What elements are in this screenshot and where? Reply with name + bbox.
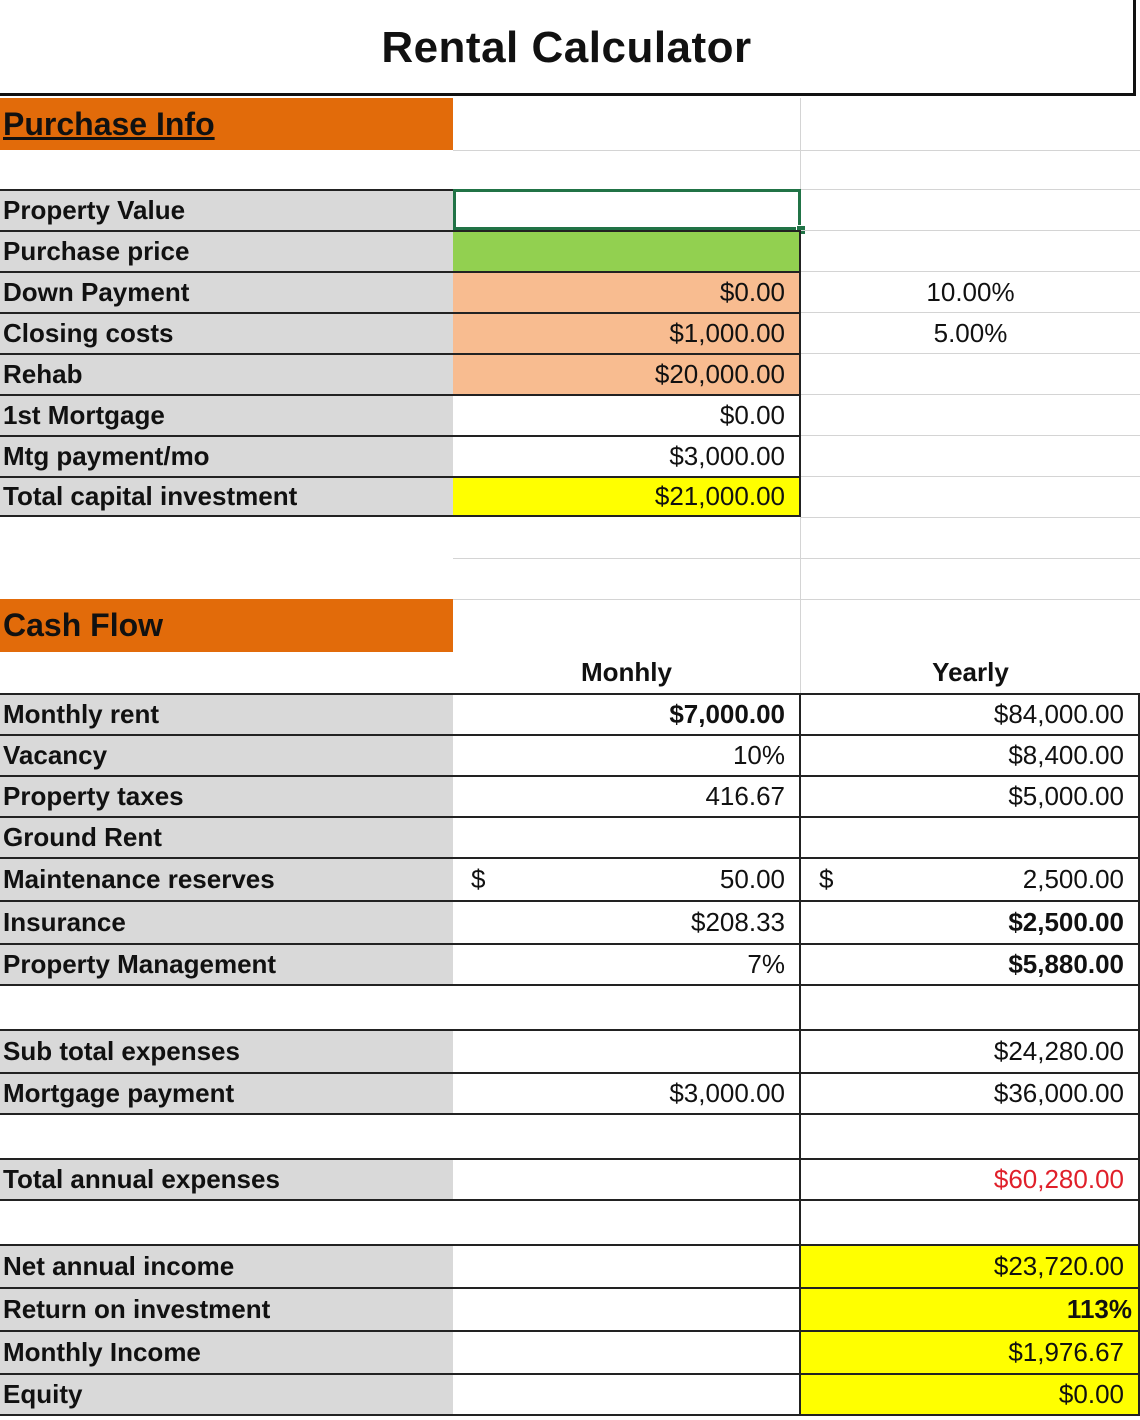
purchase-info-header[interactable]: Purchase Info xyxy=(0,98,453,150)
ground-rent-yearly[interactable] xyxy=(801,816,1140,857)
net-annual-income-monthly[interactable] xyxy=(453,1244,801,1287)
empty-cell[interactable] xyxy=(801,517,1140,558)
return-on-investment-yearly[interactable]: 113% xyxy=(801,1287,1140,1330)
maintenance-reserves-yearly[interactable] xyxy=(801,857,1140,900)
total-annual-expenses-monthly[interactable] xyxy=(453,1158,801,1201)
row-total-capital-investment xyxy=(0,476,1140,517)
label-1st-mortgage[interactable]: 1st Mortgage xyxy=(0,394,453,435)
spacer-row xyxy=(0,1115,1140,1158)
empty-cell[interactable] xyxy=(453,1201,801,1244)
row-purchase-price xyxy=(0,230,1140,271)
label-rehab[interactable]: Rehab xyxy=(0,353,453,394)
monthly-income-monthly[interactable] xyxy=(453,1330,801,1373)
empty-cell[interactable] xyxy=(801,435,1140,476)
label-property-management[interactable]: Property Management xyxy=(0,943,453,986)
row-closing-costs xyxy=(0,312,1140,353)
row-sub-total-expenses xyxy=(0,1029,1140,1072)
row-maintenance-reserves xyxy=(0,857,1140,900)
row-return-on-investment xyxy=(0,1287,1140,1330)
equity-monthly[interactable] xyxy=(453,1373,801,1416)
monthly-income-yearly[interactable]: $1,976.67 xyxy=(801,1330,1140,1373)
spacer-row xyxy=(0,1201,1140,1244)
empty-cell[interactable] xyxy=(801,353,1140,394)
maintenance-reserves-yearly-value: 2,500.00 xyxy=(1022,864,1124,894)
label-down-payment[interactable]: Down Payment xyxy=(0,271,453,312)
label-sub-total-expenses[interactable]: Sub total expenses xyxy=(0,1029,453,1072)
net-annual-income-yearly[interactable]: $23,720.00 xyxy=(801,1244,1140,1287)
column-header-yearly[interactable]: Yearly xyxy=(932,657,1009,687)
label-total-capital-investment[interactable]: Total capital investment xyxy=(0,476,453,517)
label-mtg-payment[interactable]: Mtg payment/mo xyxy=(0,435,453,476)
label-property-value[interactable]: Property Value xyxy=(0,189,453,230)
label-property-taxes[interactable]: Property taxes xyxy=(0,775,453,816)
mtg-payment-value[interactable]: $3,000.00 xyxy=(453,435,801,476)
empty-cell[interactable] xyxy=(801,150,1140,189)
empty-cell[interactable] xyxy=(453,986,801,1029)
down-payment-value[interactable]: $0.00 xyxy=(453,271,801,312)
sub-total-expenses-monthly[interactable] xyxy=(453,1029,801,1072)
cash-flow-header-row xyxy=(0,599,1140,652)
label-closing-costs[interactable]: Closing costs xyxy=(0,312,453,353)
cash-flow-header[interactable]: Cash Flow xyxy=(0,599,453,652)
purchase-price-input[interactable] xyxy=(453,230,801,271)
empty-cell[interactable] xyxy=(801,599,1140,652)
property-taxes-monthly[interactable]: 416.67 xyxy=(453,775,801,816)
empty-cell[interactable] xyxy=(801,230,1140,271)
empty-cell[interactable] xyxy=(453,98,801,150)
property-management-monthly[interactable]: 7% xyxy=(453,943,801,986)
equity-yearly[interactable]: $0.00 xyxy=(801,1373,1140,1416)
row-monthly-rent xyxy=(0,693,1140,734)
row-insurance xyxy=(0,900,1140,943)
label-net-annual-income[interactable]: Net annual income xyxy=(0,1244,453,1287)
total-annual-expenses-yearly[interactable]: $60,280.00 xyxy=(801,1158,1140,1201)
sheet-title[interactable]: Rental Calculator xyxy=(0,0,1136,96)
row-vacancy xyxy=(0,734,1140,775)
row-net-annual-income xyxy=(0,1244,1140,1287)
row-ground-rent xyxy=(0,816,1140,857)
spacer-row xyxy=(0,517,1140,558)
label-mortgage-payment[interactable]: Mortgage payment xyxy=(0,1072,453,1115)
spreadsheet-grid xyxy=(0,98,1140,1416)
monthly-rent-yearly[interactable]: $84,000.00 xyxy=(801,693,1140,734)
spacer-row xyxy=(0,986,1140,1029)
closing-costs-value[interactable]: $1,000.00 xyxy=(453,312,801,353)
empty-cell[interactable] xyxy=(453,599,801,652)
empty-cell[interactable] xyxy=(801,476,1140,517)
rehab-value[interactable]: $20,000.00 xyxy=(453,353,801,394)
insurance-yearly[interactable]: $2,500.00 xyxy=(801,900,1140,943)
row-property-value xyxy=(0,189,1140,230)
vacancy-monthly[interactable]: 10% xyxy=(453,734,801,775)
label-return-on-investment[interactable]: Return on investment xyxy=(0,1287,453,1330)
spacer-row xyxy=(0,150,1140,189)
column-header-monthly[interactable]: Monhly xyxy=(453,652,801,693)
purchase-info-header-row xyxy=(0,98,1140,150)
empty-cell[interactable] xyxy=(453,558,801,599)
label-maintenance-reserves[interactable]: Maintenance reserves xyxy=(0,857,453,900)
row-rehab xyxy=(0,353,1140,394)
currency-symbol: $ xyxy=(471,864,486,894)
row-property-taxes xyxy=(0,775,1140,816)
return-on-investment-monthly[interactable] xyxy=(453,1287,801,1330)
currency-symbol: $ xyxy=(819,864,834,894)
label-vacancy[interactable]: Vacancy xyxy=(0,734,453,775)
ground-rent-monthly[interactable] xyxy=(453,816,801,857)
empty-cell[interactable] xyxy=(801,558,1140,599)
empty-cell[interactable] xyxy=(801,1115,1140,1158)
maintenance-reserves-monthly[interactable] xyxy=(453,857,801,900)
1st-mortgage-value[interactable]: $0.00 xyxy=(453,394,801,435)
empty-cell[interactable] xyxy=(453,150,801,189)
empty-cell[interactable] xyxy=(801,98,1140,150)
mortgage-payment-yearly[interactable]: $36,000.00 xyxy=(801,1072,1140,1115)
down-payment-percent[interactable]: 10.00% xyxy=(801,271,1140,312)
vacancy-yearly[interactable]: $8,400.00 xyxy=(801,734,1140,775)
maintenance-reserves-monthly-value: 50.00 xyxy=(719,864,785,894)
label-monthly-rent[interactable]: Monthly rent xyxy=(0,693,453,734)
property-taxes-yearly[interactable]: $5,000.00 xyxy=(801,775,1140,816)
spacer-row xyxy=(0,558,1140,599)
row-equity xyxy=(0,1373,1140,1416)
cash-flow-column-headers xyxy=(0,652,1140,693)
property-management-yearly[interactable]: $5,880.00 xyxy=(801,943,1140,986)
empty-cell[interactable] xyxy=(453,1115,801,1158)
total-capital-investment-value[interactable]: $21,000.00 xyxy=(453,476,801,517)
empty-cell[interactable] xyxy=(801,986,1140,1029)
sub-total-expenses-yearly[interactable]: $24,280.00 xyxy=(801,1029,1140,1072)
label-monthly-income[interactable]: Monthly Income xyxy=(0,1330,453,1373)
label-ground-rent[interactable]: Ground Rent xyxy=(0,816,453,857)
row-property-management xyxy=(0,943,1140,986)
empty-cell[interactable] xyxy=(453,517,801,558)
label-purchase-price[interactable]: Purchase price xyxy=(0,230,453,271)
label-equity[interactable]: Equity xyxy=(0,1373,453,1416)
empty-cell[interactable] xyxy=(801,189,1140,230)
row-monthly-income xyxy=(0,1330,1140,1373)
label-total-annual-expenses[interactable]: Total annual expenses xyxy=(0,1158,453,1201)
mortgage-payment-monthly[interactable]: $3,000.00 xyxy=(453,1072,801,1115)
label-insurance[interactable]: Insurance xyxy=(0,900,453,943)
row-mtg-payment xyxy=(0,435,1140,476)
monthly-rent-monthly[interactable]: $7,000.00 xyxy=(453,693,801,734)
empty-cell[interactable] xyxy=(801,1201,1140,1244)
insurance-monthly[interactable]: $208.33 xyxy=(453,900,801,943)
row-1st-mortgage xyxy=(0,394,1140,435)
row-total-annual-expenses xyxy=(0,1158,1140,1201)
closing-costs-percent[interactable]: 5.00% xyxy=(801,312,1140,353)
row-mortgage-payment xyxy=(0,1072,1140,1115)
empty-cell[interactable] xyxy=(801,394,1140,435)
property-value-input[interactable] xyxy=(453,189,801,230)
row-down-payment xyxy=(0,271,1140,312)
